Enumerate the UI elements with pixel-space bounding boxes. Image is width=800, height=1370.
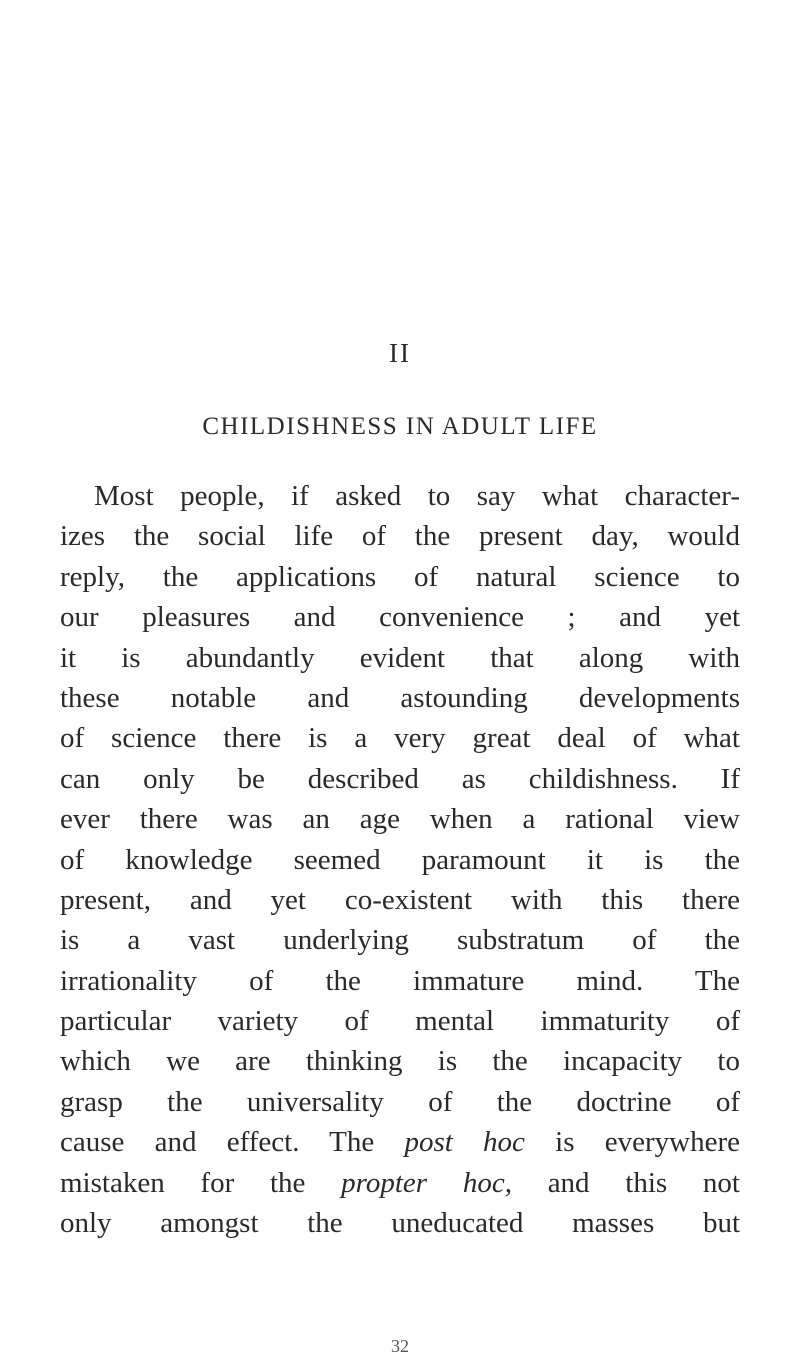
text-line <box>60 1203 740 1243</box>
text-line <box>60 1082 740 1122</box>
text-line <box>60 476 740 516</box>
text-line <box>60 961 740 1001</box>
chapter-number: II <box>389 338 411 368</box>
text-line <box>60 1041 740 1081</box>
text-line <box>60 759 740 799</box>
text-line <box>60 557 740 597</box>
text-line <box>60 638 740 678</box>
text-line-content: is everywhere <box>524 1126 740 1159</box>
text-line <box>60 920 740 960</box>
chapter-title: CHILDISHNESS IN ADULT LIFE <box>202 413 598 440</box>
text-line-content: Most people, if asked to say what character- <box>94 480 740 512</box>
text-line-content: only amongst the uneducated masses but <box>60 1207 740 1240</box>
text-line-content: it is abundantly evident that along with <box>60 641 740 674</box>
text-line <box>60 597 740 637</box>
text-line <box>60 1163 740 1203</box>
text-line <box>60 678 740 718</box>
text-line-content: our pleasures and convenience ; and yet <box>60 601 740 634</box>
text-line <box>60 799 740 839</box>
text-line-content: cause and effect. The <box>60 1126 405 1159</box>
text-line-content: present, and yet co-existent with this there <box>60 883 740 916</box>
text-line-content: grasp the universality of the doctrine of <box>60 1085 740 1118</box>
text-line-content: ever there was an age when a rational view <box>60 803 740 836</box>
text-line-content: is a vast underlying substratum of the <box>60 924 740 957</box>
text-line-content: mistaken for the <box>60 1166 342 1199</box>
page-number: 32 <box>391 1336 409 1356</box>
text-line-content: particular variety of mental immaturity of <box>60 1005 740 1038</box>
text-line-content: and this not <box>511 1166 740 1199</box>
text-line-content: reply, the applications of natural science to <box>60 560 740 593</box>
text-line <box>60 516 740 556</box>
text-line-content: of knowledge seemed paramount it is the <box>60 843 740 876</box>
text-line <box>60 1122 740 1162</box>
text-line <box>60 840 740 880</box>
text-line-content: these notable and astounding developments <box>60 681 740 714</box>
text-line <box>60 880 740 920</box>
italic-phrase: post hoc <box>404 1126 525 1159</box>
body-paragraph <box>60 476 740 1243</box>
text-line-content: irrationality of the immature mind. The <box>60 964 740 997</box>
text-line-content: izes the social life of the present day, would <box>60 520 740 553</box>
text-line <box>60 718 740 758</box>
italic-phrase: propter hoc, <box>341 1166 512 1199</box>
text-line <box>60 1001 740 1041</box>
text-line-content: of science there is a very great deal of what <box>60 722 740 755</box>
text-line-content: which we are thinking is the incapacity to <box>60 1045 740 1078</box>
text-line-content: can only be described as childishness. If <box>60 762 740 795</box>
